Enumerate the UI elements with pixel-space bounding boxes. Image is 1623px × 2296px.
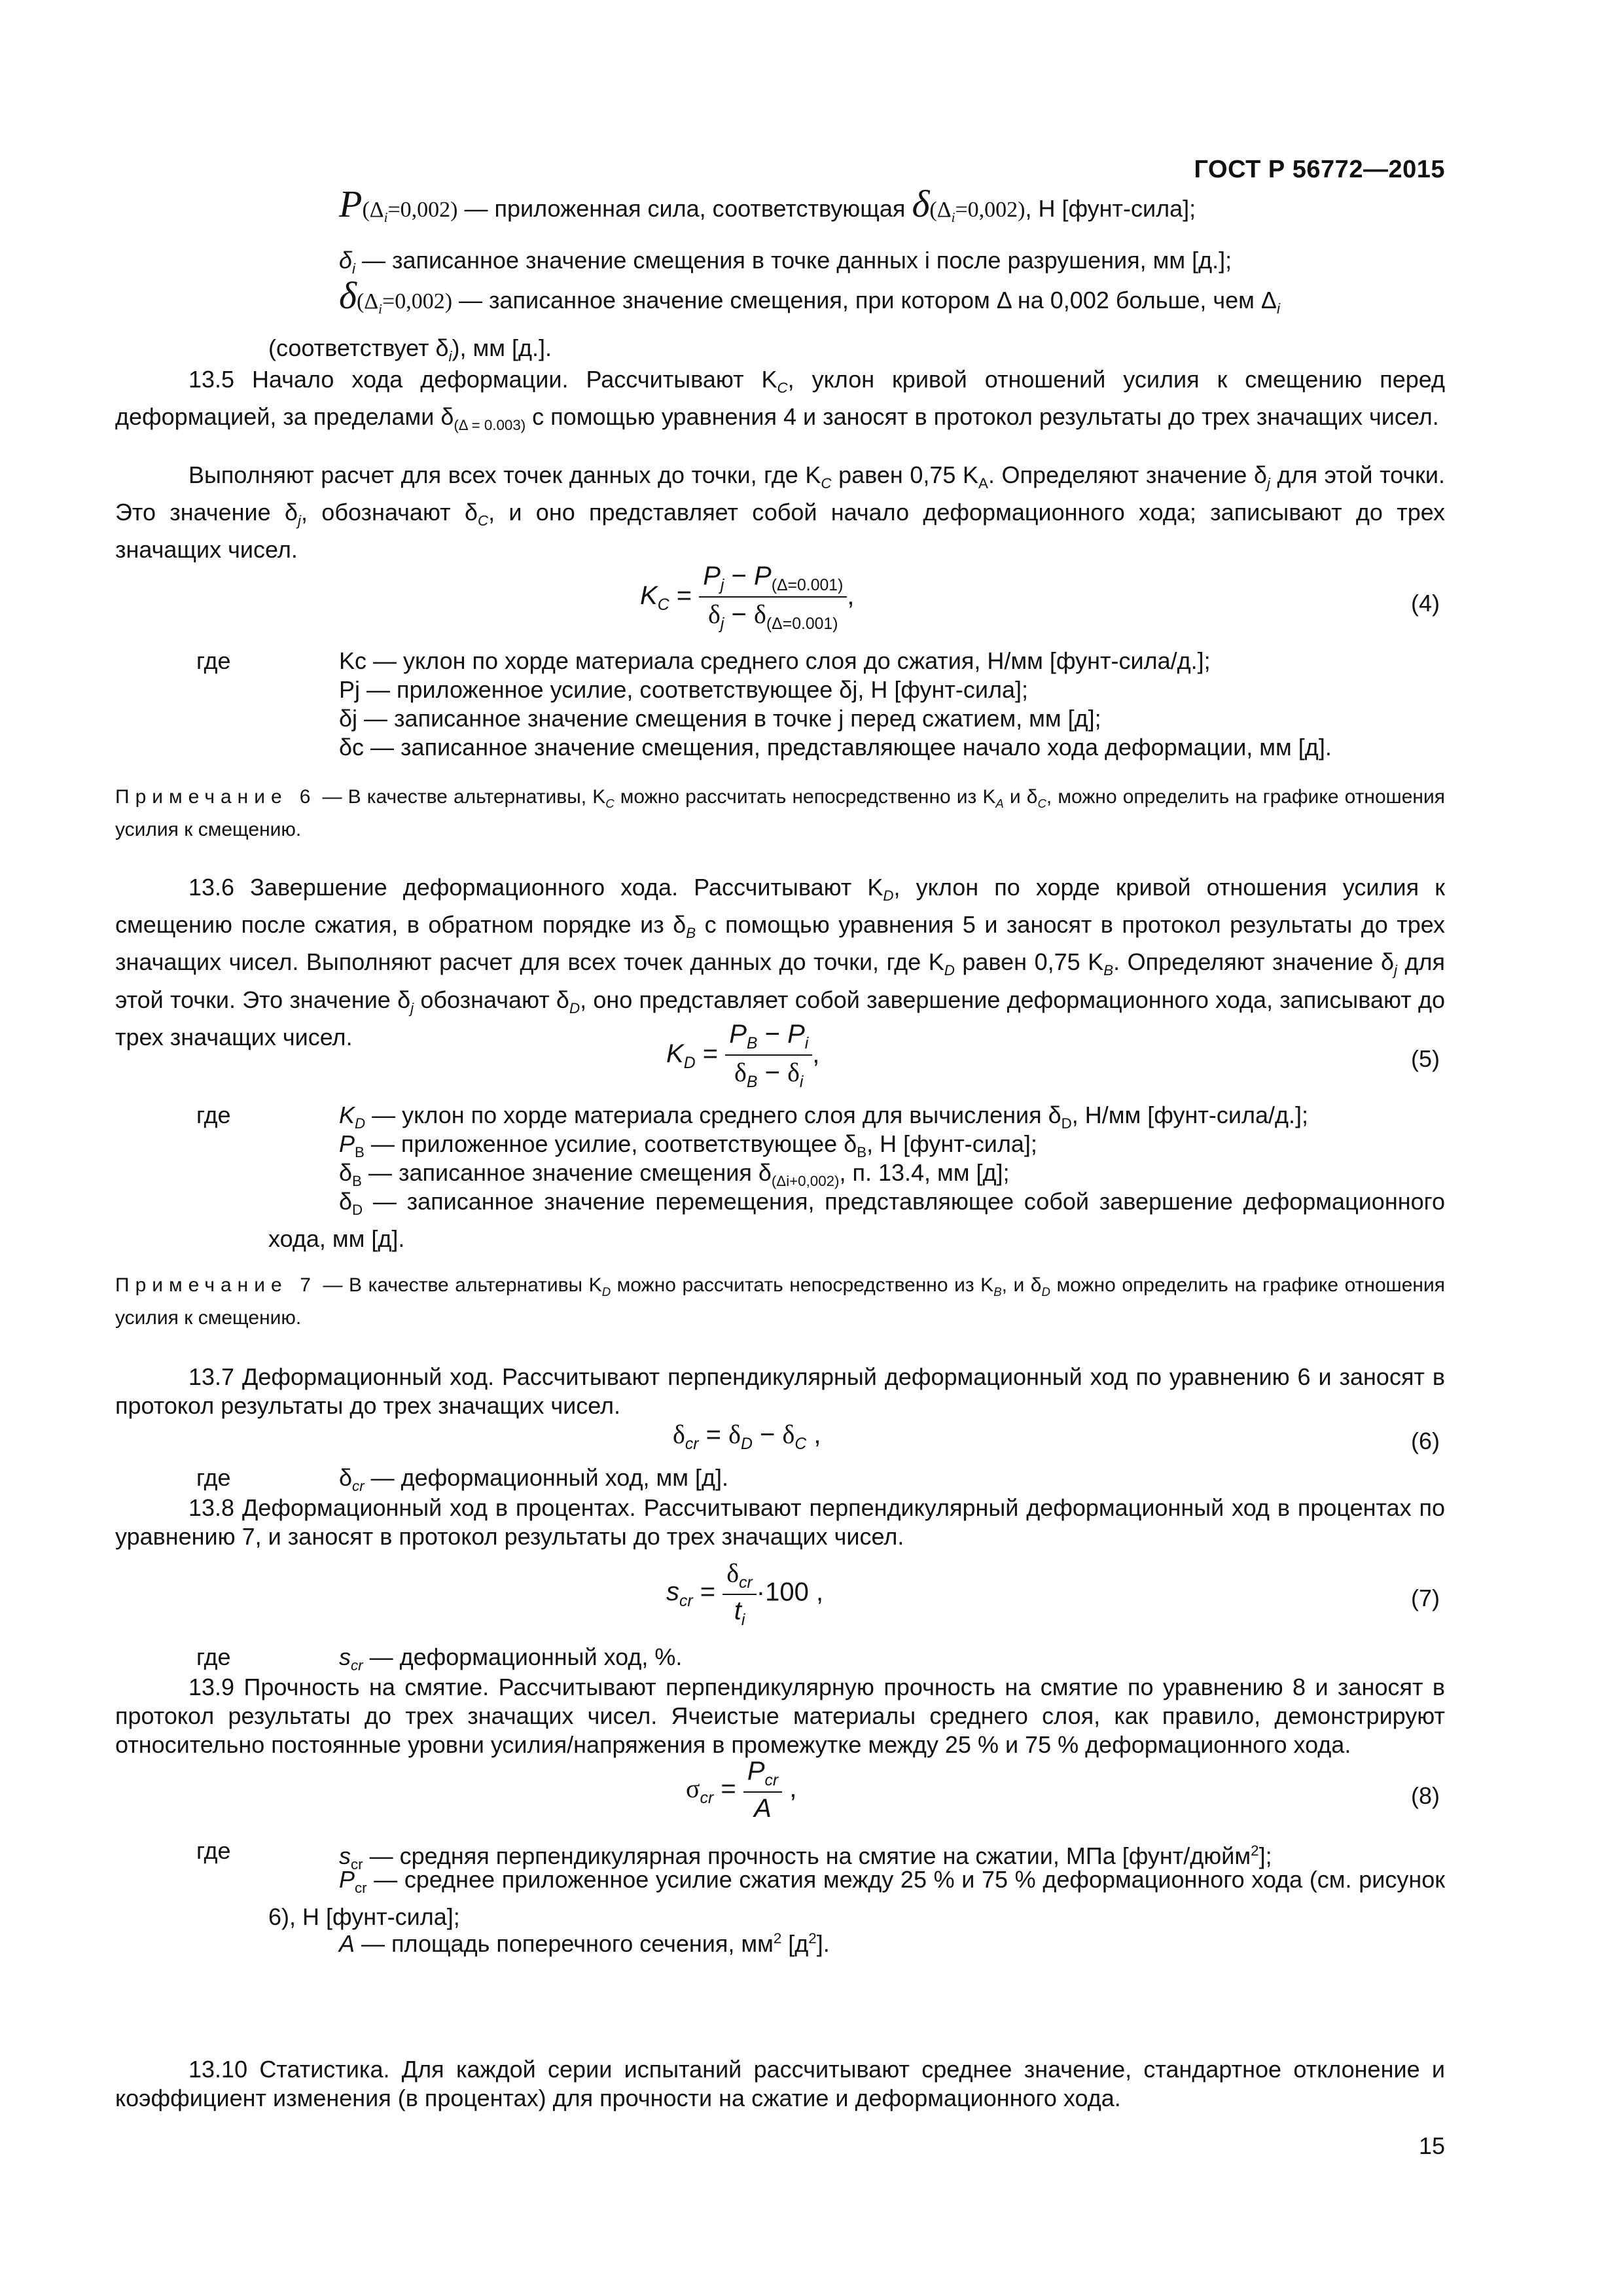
document-header: ГОСТ Р 56772—2015	[1194, 156, 1445, 183]
def-p-delta: $P(\Delta_i=0,002)$ — приложенная сила, соответствующая $\delta(\Delta_i=0,002)$, Н [фунт-сила];	[339, 183, 1196, 225]
def-pb: $P_B$ — приложенное усилие, соответствующее $\delta_B$, Н [фунт-сила];	[339, 1130, 1037, 1161]
where-label-7: где	[196, 1643, 231, 1670]
para-13-5-calc: Выполняют расчет для всех точек данных до точки, где $K_C$ равен 0,75 $K_A$. Определяют значение $\delta_j$ для этой точки. Это значение $\delta_j$, обозначают $\delta_C$, и оно представляет собой начало деформационного хода; записывают до трех значащих чисел.	[115, 461, 1446, 564]
equation-7: $s_{cr}$ = $\frac{\delta_{cr}}{t_i}$ ·100 ,	[666, 1558, 824, 1629]
para-13-10: 13.10 Статистика. Для каждой серии испытаний рассчитывают среднее значение, стандартное отклонение и коэффициент изменения (в процентах) для прочности на сжатие и деформационного хода.	[115, 2056, 1445, 2111]
def-dc: δc — записанное значение смещения, представляющее начало хода деформации, мм [д].	[339, 734, 1332, 761]
def-area: A — площадь поперечного сечения, $мм^2$ $[д^2]$.	[339, 1930, 830, 1957]
para-13-8: 13.8 Деформационный ход в процентах. Рассчитывают перпендикулярный деформационный ход в процентах по уравнению 7, и заносят в протокол результаты до трех значащих чисел.	[115, 1494, 1445, 1550]
def-pj: Pj — приложенное усилие, соответствующее δj, Н [фунт-сила];	[339, 676, 1029, 703]
equation-4-number: (4)	[1411, 590, 1440, 617]
def-db: $\delta_B$ — записанное значение смещения $\delta_{(\Delta i+0,002)}$, п. 13.4, мм [д];	[339, 1159, 1010, 1190]
equation-5: $K_D$ = $\frac{P_B - P_i}{\delta_B - \delta_i}$ ,	[666, 1020, 820, 1091]
equation-7-number: (7)	[1411, 1585, 1440, 1611]
def-delta-delta: $\delta(\Delta_i=0,002)$ — записанное значение смещения, при котором Δ на 0,002 больше, чем $\Delta_i$	[339, 274, 1280, 317]
def-kd: $K_D$ — уклон по хорде материала среднего слоя для вычисления $\delta_D$, Н/мм [фунт-сила/д.];	[339, 1102, 1308, 1132]
equation-6-number: (6)	[1411, 1427, 1440, 1454]
where-label-4: где	[196, 647, 231, 674]
where-label-6: где	[196, 1464, 231, 1491]
para-13-5-intro: 13.5 Начало хода деформации. Рассчитывают $K_C$, уклон кривой отношений усилия к смещению перед деформацией, за пределами $\delta_{(\Delta = 0.003)}$ с помощью уравнения 4 и заносят в протокол результаты до трех значащих чисел.	[115, 366, 1445, 434]
equation-4: $K_C$ = $\frac{P_j - P_{(\Delta=0.001)}}{\delta_j - \delta_{(\Delta=0.001)}}$ ,	[640, 562, 855, 633]
def-delta-delta-cont: (соответствует $\delta_i$), мм [д.].	[268, 334, 552, 365]
def-delta-i: $\delta_i$ — записанное значение смещения в точке данных i после разрушения, мм [д.];	[339, 247, 1232, 278]
note-7: Примечание 7 — В качестве альтернативы $K_D$ можно рассчитать непосредственно из $K_B$, и $\delta_D$ можно определить на графике отношения усилия к смещению.	[115, 1274, 1445, 1329]
equation-8-number: (8)	[1411, 1782, 1440, 1809]
page-number: 15	[1418, 2132, 1445, 2159]
def-scr: $s_{cr}$ — деформационный ход, %.	[339, 1643, 683, 1674]
para-13-6: 13.6 Завершение деформационного хода. Рассчитывают $K_D$, уклон по хорде кривой отношения усилия к смещению после сжатия, в обратном порядке из $\delta_B$ с помощью уравнения 5 и заносят в протокол результаты до трех значащих чисел. Выполняют расчет для всех точек данных до точки, где $K_D$ равен 0,75 $K_B$. Определяют значение $\delta_j$ для этой точки. Это значение $\delta_j$ обозначают $\delta_D$, оно представляет собой завершение деформационного хода, записывают до трех значащих чисел.	[115, 874, 1446, 1050]
note-6: Примечание 6 — В качестве альтернативы, $K_C$ можно рассчитать непосредственно из $K_A$ и $\delta_C$, можно определить на графике отношения усилия к смещению.	[115, 786, 1445, 840]
def-dj: δj — записанное значение смещения в точке j перед сжатием, мм [д];	[339, 705, 1101, 732]
def-pcr: $P_{cr}$ — среднее приложенное усилие сжатия между 25 % и 75 % деформационного хода (см. рисунок 6), Н [фунт-сила];	[268, 1866, 1445, 1931]
def-kc: Kc — уклон по хорде материала среднего слоя до сжатия, Н/мм [фунт-сила/д.];	[339, 647, 1211, 674]
equation-5-number: (5)	[1411, 1045, 1440, 1072]
def-dd: $\delta_D$ — записанное значение перемещения, представляющее собой завершение деформационного хода, мм [д].	[268, 1188, 1445, 1253]
para-13-7: 13.7 Деформационный ход. Рассчитывают перпендикулярный деформационный ход по уравнению 6 и заносят в протокол результаты до трех значащих чисел.	[115, 1363, 1445, 1419]
def-dcr: $\delta_{cr}$ — деформационный ход, мм [д].	[339, 1464, 728, 1495]
equation-6: $\delta_{cr} = \delta_D - \delta_C$ ,	[673, 1420, 821, 1453]
para-13-9: 13.9 Прочность на смятие. Рассчитывают перпендикулярную прочность на смятие по уравнению 8 и заносят в протокол результаты до трех значащих чисел. Ячеистые материалы среднего слоя, как правило, демонстрируют относительно постоянные уровни усилия/напряжения в промежутке между 25 % и 75 % деформационного хода.	[115, 1674, 1445, 1758]
where-label-5: где	[196, 1102, 231, 1128]
def-sigma-cr: $s_{cr}$ — средняя перпендикулярная прочность на смятие на сжатии, МПа [фунт/дюйм$^2$];	[339, 1842, 1272, 1873]
where-label-8: где	[196, 1837, 231, 1864]
equation-8: $\sigma_{cr}$ = $\frac{P_{cr}}{A}$ ,	[686, 1757, 797, 1823]
